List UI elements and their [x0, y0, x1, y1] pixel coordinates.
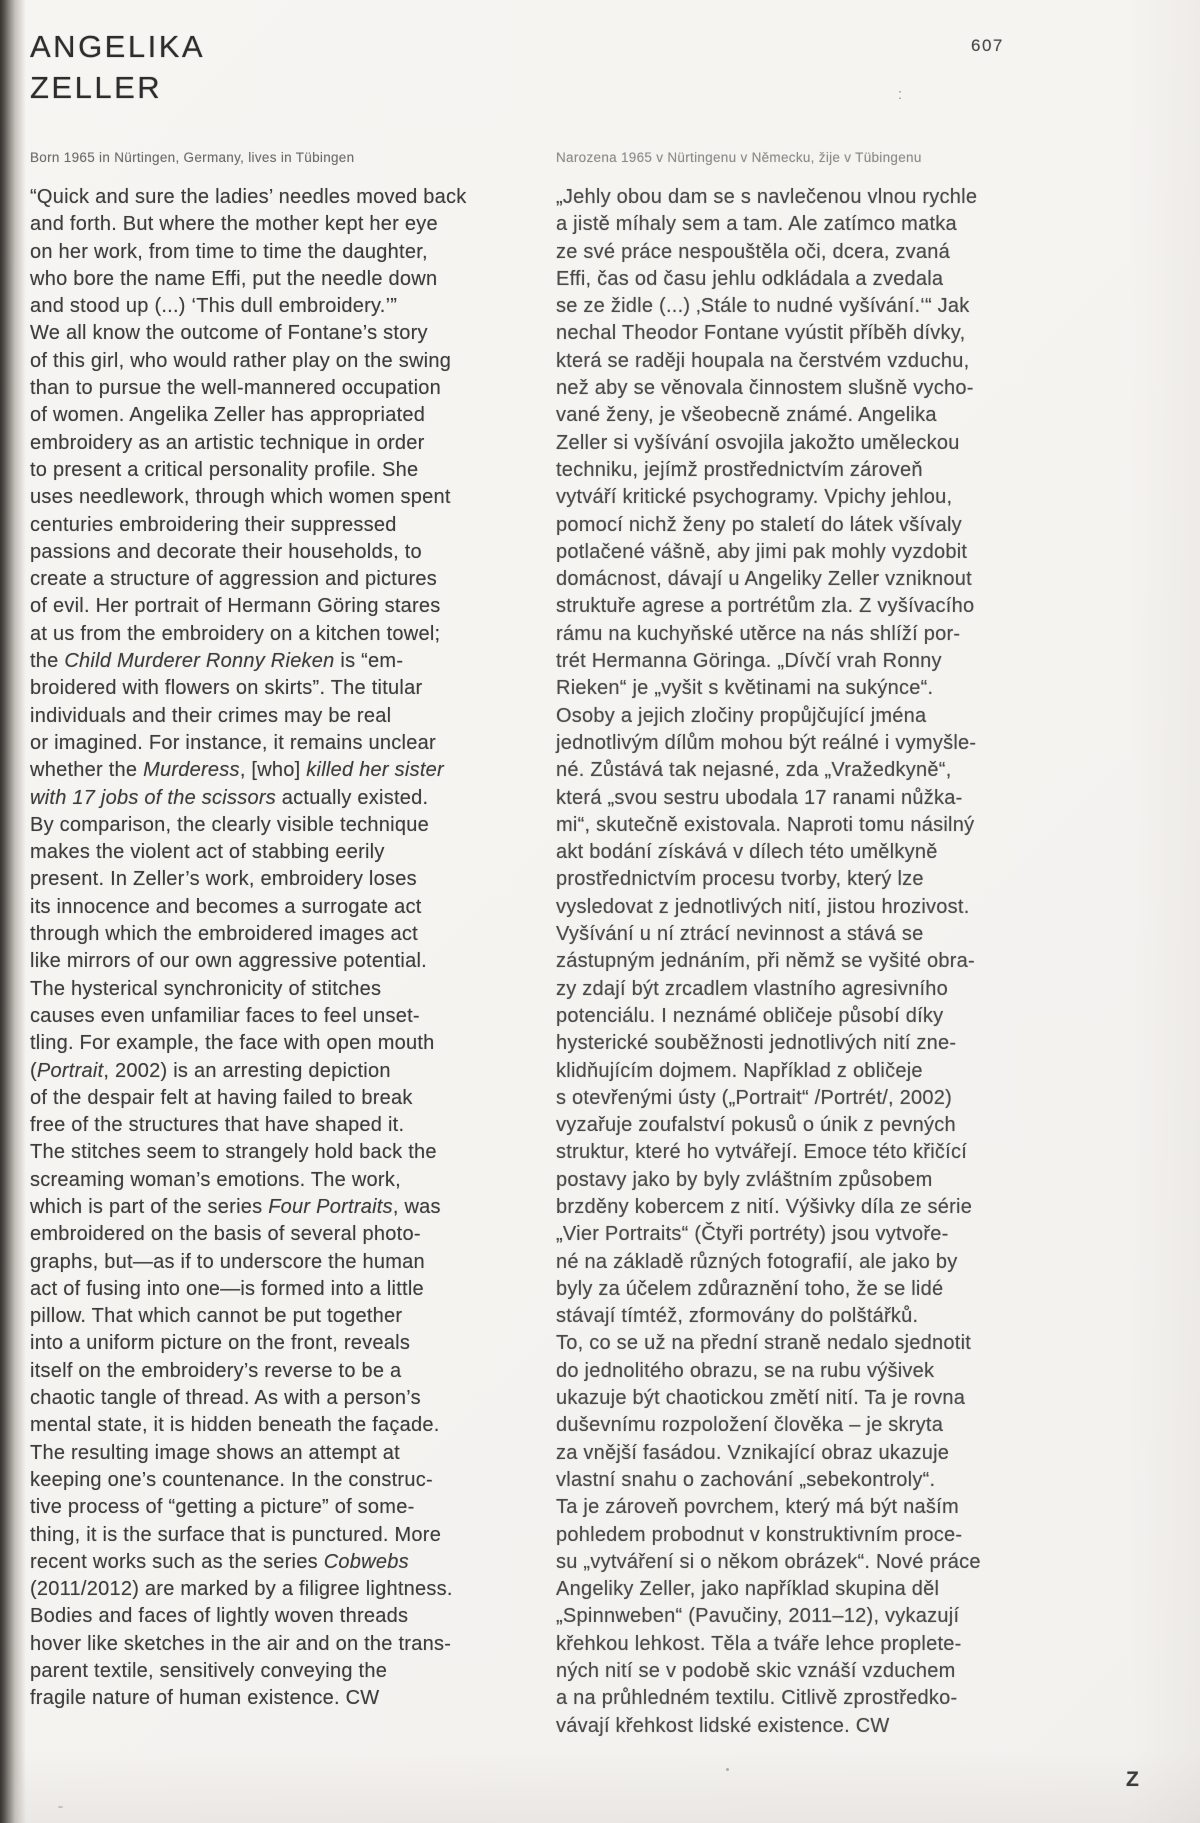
- text-line: of the despair felt at having failed to break: [30, 1086, 413, 1109]
- text-line: uses needlework, through which women spent: [30, 486, 451, 509]
- text-line: and stood up (...) ‘This dull embroidery.’”: [30, 295, 398, 318]
- text-line: causes even unfamiliar faces to feel unset-: [30, 1004, 420, 1027]
- artist-bio-czech: Narozena 1965 v Nürtingenu v Německu, žije v Tübingenu: [556, 150, 922, 165]
- text-line: potlačené vášně, aby jimi pak mohly vyzdobit: [556, 540, 968, 563]
- text-line: tling. For example, the face with open mouth: [30, 1032, 435, 1055]
- text-line: keeping one’s countenance. In the construc-: [30, 1468, 433, 1491]
- text-line: „Spinnweben“ (Pavučiny, 2011–12), vykazují: [556, 1605, 960, 1628]
- text-line: and forth. But where the mother kept her eye: [30, 213, 438, 236]
- text-line: potenciálu. I neznámé obličeje působí díky: [556, 1004, 944, 1027]
- text-line: into a uniform picture on the front, reveals: [30, 1332, 411, 1355]
- text-line: which is part of the series Four Portraits, was: [30, 1195, 441, 1218]
- text-line: (Portrait, 2002) is an arresting depiction: [30, 1059, 391, 1082]
- text-line: pillow. That which cannot be put together: [30, 1305, 403, 1328]
- text-line: of women. Angelika Zeller has appropriated: [30, 404, 426, 427]
- text-line: The hysterical synchronicity of stitches: [30, 977, 382, 1000]
- text-line: za vnější fasádou. Vznikající obraz ukazuje: [556, 1441, 950, 1464]
- text-line: hover like sketches in the air and on the trans-: [30, 1632, 452, 1655]
- text-line: of this girl, who would rather play on the swing: [30, 349, 452, 372]
- text-line: než aby se věnovala činnostem slušně vycho-: [556, 377, 974, 400]
- text-line: thing, it is the surface that is punctured. More: [30, 1523, 442, 1546]
- scan-artifact: :: [898, 86, 903, 103]
- text-line: techniku, jejímž prostřednictvím zároveň: [556, 458, 923, 481]
- text-line: pohledem probodnut v konstruktivním proce-: [556, 1523, 963, 1546]
- text-line: Bodies and faces of lightly woven threads: [30, 1605, 409, 1628]
- text-line: „Vier Portraits“ (Čtyři portréty) jsou vytvoře-: [556, 1223, 949, 1246]
- text-line: s otevřenými ústy („Portrait“ /Portrét/, 2002): [556, 1086, 953, 1109]
- text-line: vysledovat z jednotlivých nití, jistou hrozivost.: [556, 895, 970, 918]
- text-line: postavy jako by byly zvláštním způsobem: [556, 1168, 933, 1191]
- text-line: ze své práce nespouštěla oči, dcera, zvaná: [556, 240, 951, 263]
- artist-bio-english: Born 1965 in Nürtingen, Germany, lives in Tübingen: [30, 150, 355, 165]
- text-line: né. Zůstává tak nejasné, zda „Vražedkyně“,: [556, 759, 952, 782]
- text-line: prostřednictvím procesu tvorby, který lze: [556, 868, 924, 891]
- text-line: By comparison, the clearly visible technique: [30, 813, 429, 836]
- text-line: která se raději houpala na čerstvém vzduchu,: [556, 349, 970, 372]
- text-line: embroidery as an artistic technique in order: [30, 431, 425, 454]
- text-line: jednotlivým dílům mohou být reálné i vymyšle-: [556, 731, 977, 754]
- text-line: like mirrors of our own aggressive potential.: [30, 950, 427, 973]
- text-line: graphs, but—as if to underscore the human: [30, 1250, 425, 1273]
- text-line: a jistě míhaly sem a tam. Ale zatímco matka: [556, 213, 957, 236]
- text-line: centuries embroidering their suppressed: [30, 513, 397, 536]
- text-line: Osoby a jejich zločiny propůjčující jména: [556, 704, 927, 727]
- text-line: trét Hermanna Göringa. „Dívčí vrah Ronny: [556, 650, 942, 673]
- text-line: itself on the embroidery’s reverse to be a: [30, 1359, 402, 1382]
- text-line: struktuře agrese a portrétům zla. Z vyšívacího: [556, 595, 975, 618]
- text-line: do jednolitého obrazu, se na rubu výšivek: [556, 1359, 935, 1382]
- artist-name-line2: ZELLER: [30, 70, 163, 105]
- text-line: of evil. Her portrait of Hermann Göring stares: [30, 595, 441, 618]
- text-line: than to pursue the well-mannered occupation: [30, 377, 442, 400]
- text-line: Effi, čas od času jehlu odkládala a zvedala: [556, 267, 944, 290]
- text-line: vyzařuje zoufalství pokusů o únik z pevných: [556, 1114, 956, 1137]
- text-line: create a structure of aggression and pictures: [30, 568, 438, 591]
- text-line: “Quick and sure the ladies’ needles moved back: [30, 186, 467, 208]
- text-line: embroidered on the basis of several photo-: [30, 1223, 421, 1246]
- text-line: rámu na kuchyňské utěrce na nás shlíží por-: [556, 622, 961, 645]
- text-line: su „vytváření si o někom obrázek“. Nové práce: [556, 1550, 981, 1573]
- text-line: or imagined. For instance, it remains unclear: [30, 731, 436, 754]
- text-line: at us from the embroidery on a kitchen towel;: [30, 622, 441, 645]
- text-line: chaotic tangle of thread. As with a person’s: [30, 1387, 421, 1410]
- page-number: 607: [971, 36, 1004, 55]
- text-line: zástupným jednáním, při němž se vyšité obra-: [556, 950, 975, 973]
- text-line: the Child Murderer Ronny Rieken is “em-: [30, 650, 404, 673]
- text-line: on her work, from time to time the daughter,: [30, 240, 428, 263]
- text-line: Ta je zároveň povrchem, který má být naším: [556, 1496, 959, 1519]
- text-line: fragile nature of human existence. CW: [30, 1687, 380, 1710]
- text-line: mental state, it is hidden beneath the façade.: [30, 1414, 440, 1437]
- text-line: present. In Zeller’s work, embroidery loses: [30, 868, 417, 891]
- text-line: se ze židle (...) ‚Stále to nudné vyšívání.‘“ Jak: [556, 295, 970, 318]
- text-line: act of fusing into one—is formed into a little: [30, 1277, 424, 1300]
- text-line: (2011/2012) are marked by a filigree lightness.: [30, 1578, 453, 1601]
- artist-name-line1: ANGELIKA: [30, 29, 206, 64]
- text-line: tive process of “getting a picture” of some-: [30, 1496, 415, 1519]
- text-line: akt bodání získává v dílech této umělkyně: [556, 841, 938, 864]
- text-line: „Jehly obou dam se s navlečenou vlnou rychle: [556, 186, 978, 208]
- text-line: domácnost, dávají u Angeliky Zeller vzniknout: [556, 568, 972, 591]
- text-line: We all know the outcome of Fontane’s story: [30, 322, 428, 345]
- text-line: která „svou sestru ubodala 17 ranami nůžka-: [556, 786, 963, 809]
- text-line: who bore the name Effi, put the needle down: [30, 267, 438, 290]
- text-line: klidňujícím dojmem. Například z obličeje: [556, 1059, 923, 1082]
- scan-speck: [58, 1806, 63, 1808]
- english-column: [30, 184, 542, 1713]
- page-title: [30, 26, 205, 108]
- text-line: The stitches seem to strangely hold back the: [30, 1141, 437, 1164]
- book-spine-shadow: [0, 0, 26, 1823]
- text-line: To, co se už na přední straně nedalo sjednotit: [556, 1332, 972, 1355]
- text-line: vávají křehkost lidské existence. CW: [556, 1714, 890, 1737]
- text-line: individuals and their crimes may be real: [30, 704, 392, 727]
- text-line: broidered with flowers on skirts”. The titular: [30, 677, 423, 700]
- text-line: zy zdají být zrcadlem vlastního agresivního: [556, 977, 949, 1000]
- text-line: pomocí nichž ženy po staletí do látek všívaly: [556, 513, 962, 536]
- text-line: ukazuje být chaotickou změtí nití. Ta je rovna: [556, 1387, 966, 1410]
- text-line: vytváří kritické psychogramy. Vpichy jehlou,: [556, 486, 953, 509]
- text-line: through which the embroidered images act: [30, 923, 418, 946]
- text-line: its innocence and becomes a surrogate act: [30, 895, 422, 918]
- text-line: vlastní snahu o zachování „sebekontroly“.: [556, 1468, 936, 1491]
- text-line: Vyšívání u ní ztrácí nevinnost a stává se: [556, 923, 924, 946]
- text-line: whether the Murderess, [who] killed her sister: [30, 759, 444, 782]
- text-line: passions and decorate their households, to: [30, 540, 422, 563]
- text-line: byly za účelem zdůraznění toho, že se lidé: [556, 1277, 944, 1300]
- text-line: parent textile, sensitively conveying the: [30, 1660, 388, 1683]
- text-line: né na základě různých fotografií, ale jako by: [556, 1250, 958, 1273]
- text-line: makes the violent act of stabbing eerily: [30, 841, 385, 864]
- text-line: brzděny kobercem z nití. Výšivky díla ze série: [556, 1195, 973, 1218]
- text-line: hysterické souběžnosti jednotlivých nití zne-: [556, 1032, 957, 1055]
- text-line: struktur, které ho vytvářejí. Emoce této křičící: [556, 1141, 968, 1164]
- text-line: Rieken“ je „vyšit s květinami na sukýnce“.: [556, 677, 934, 700]
- text-line: screaming woman’s emotions. The work,: [30, 1168, 401, 1191]
- text-line: křehkou lehkost. Těla a tváře lehce proplete-: [556, 1632, 962, 1655]
- text-line: The resulting image shows an attempt at: [30, 1441, 400, 1464]
- scan-speck: [726, 1768, 729, 1771]
- text-line: ných nití se v podobě skic vznáší vzduchem: [556, 1660, 956, 1683]
- text-line: Angeliky Zeller, jako například skupina děl: [556, 1578, 940, 1601]
- text-line: free of the structures that have shaped it.: [30, 1114, 405, 1137]
- text-line: nechal Theodor Fontane vyústit příběh dívky,: [556, 322, 966, 345]
- text-line: with 17 jobs of the scissors actually existed.: [30, 786, 429, 809]
- text-line: a na průhledném textilu. Citlivě zprostředko-: [556, 1687, 958, 1710]
- text-line: to present a critical personality profile. She: [30, 458, 419, 481]
- text-line: vané ženy, je všeobecně známé. Angelika: [556, 404, 937, 427]
- text-line: recent works such as the series Cobwebs: [30, 1550, 409, 1573]
- text-line: stávají tímtéž, zformovány do polštářků.: [556, 1305, 919, 1328]
- text-line: duševnímu rozpoložení člověka – je skryta: [556, 1414, 944, 1437]
- text-line: Zeller si vyšívání osvojila jakožto uměleckou: [556, 431, 960, 454]
- index-letter: Z: [1126, 1768, 1139, 1791]
- text-line: mi“, skutečně existovala. Naproti tomu násilný: [556, 813, 975, 836]
- czech-column: [556, 184, 1068, 1740]
